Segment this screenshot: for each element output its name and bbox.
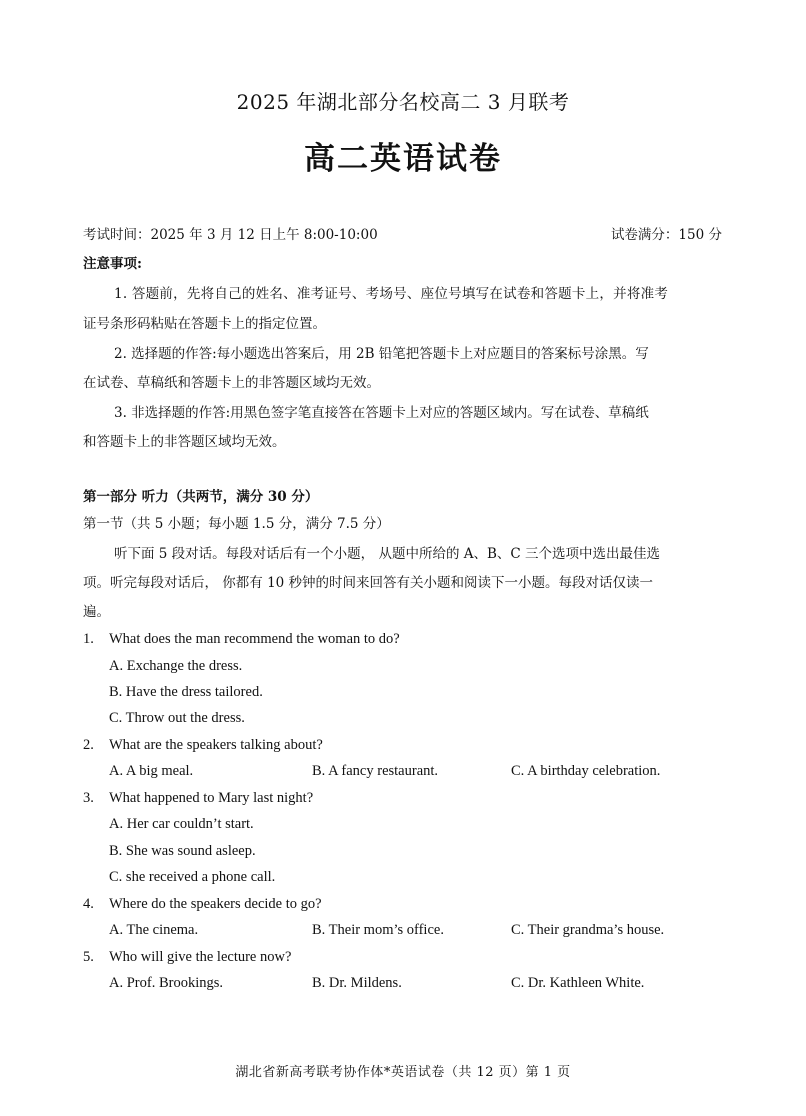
option-b: B. A fancy restaurant. [312, 763, 439, 779]
option-b: B. Their mom’s office. [312, 922, 444, 938]
option-a: A. Her car couldn’t start. [109, 816, 254, 832]
option-c: C. A birthday celebration. [511, 763, 661, 779]
instruction-line-2: 项。听完每段对话后， 你都有 10 秒钟的时间来回答有关小题和阅读下一小题。每段对话仅读一 [83, 575, 654, 591]
note-2-line-1: 2. 选择题的作答:每小题选出答案后，用 2B 铅笔把答题卡上对应题目的答案标号涂黑。写 [114, 346, 649, 362]
option-c: C. Dr. Kathleen White. [511, 975, 645, 991]
note-2-line-2: 在试卷、草稿纸和答题卡上的非答题区域均无效。 [83, 375, 380, 391]
exam-time: 考试时间：2025 年 3 月 12 日上午 8:00-10:00 [83, 227, 378, 243]
option-b: B. She was sound asleep. [109, 843, 256, 859]
part1-title: 第一部分 听力（共两节，满分 30 分） [83, 489, 319, 505]
question-stem: Where do the speakers decide to go? [109, 896, 322, 912]
question-stem: What happened to Mary last night? [109, 790, 314, 806]
paper-title: 高二英语试卷 [304, 141, 502, 177]
note-3-line-2: 和答题卡上的非答题区域均无效。 [83, 434, 286, 450]
option-a: A. Prof. Brookings. [109, 975, 223, 991]
question-number: 2. [83, 737, 94, 753]
question-number: 3. [83, 790, 94, 806]
full-score: 试卷满分：150 分 [610, 227, 722, 243]
option-c: C. Throw out the dress. [109, 710, 245, 726]
instruction-line-3: 遍。 [83, 604, 110, 620]
question-stem: What are the speakers talking about? [109, 737, 323, 753]
instruction-line-1: 听下面 5 段对话。每段对话后有一个小题， 从题中所给的 A、B、C 三个选项中选出最佳选 [114, 546, 661, 562]
question-number: 5. [83, 949, 94, 965]
exam-title: 2025 年湖北部分名校高二 3 月联考 [236, 90, 570, 114]
option-a: A. Exchange the dress. [109, 658, 243, 674]
note-3-line-1: 3. 非选择题的作答:用黑色签字笔直接答在答题卡上对应的答题区域内。写在试卷、草稿纸 [114, 405, 649, 421]
option-a: A. A big meal. [109, 763, 194, 779]
question-stem: Who will give the lecture now? [109, 949, 292, 965]
section1-title: 第一节（共 5 小题；每小题 1.5 分，满分 7.5 分） [83, 516, 390, 532]
option-a: A. The cinema. [109, 922, 199, 938]
notes-heading: 注意事项: [83, 256, 142, 272]
option-c: C. Their grandma’s house. [511, 922, 665, 938]
option-c: C. she received a phone call. [109, 869, 276, 885]
question-number: 1. [83, 631, 94, 647]
note-1-line-2: 证号条形码粘贴在答题卡上的指定位置。 [83, 316, 326, 332]
option-b: B. Dr. Mildens. [312, 975, 402, 991]
note-1-line-1: 1. 答题前，先将自己的姓名、准考证号、考场号、座位号填写在试卷和答题卡上，并将准考 [114, 286, 669, 302]
page-footer: 湖北省新高考联考协作体*英语试卷（共 12 页）第 1 页 [235, 1065, 571, 1080]
question-stem: What does the man recommend the woman to do? [109, 631, 400, 647]
option-b: B. Have the dress tailored. [109, 684, 263, 700]
question-number: 4. [83, 896, 94, 912]
